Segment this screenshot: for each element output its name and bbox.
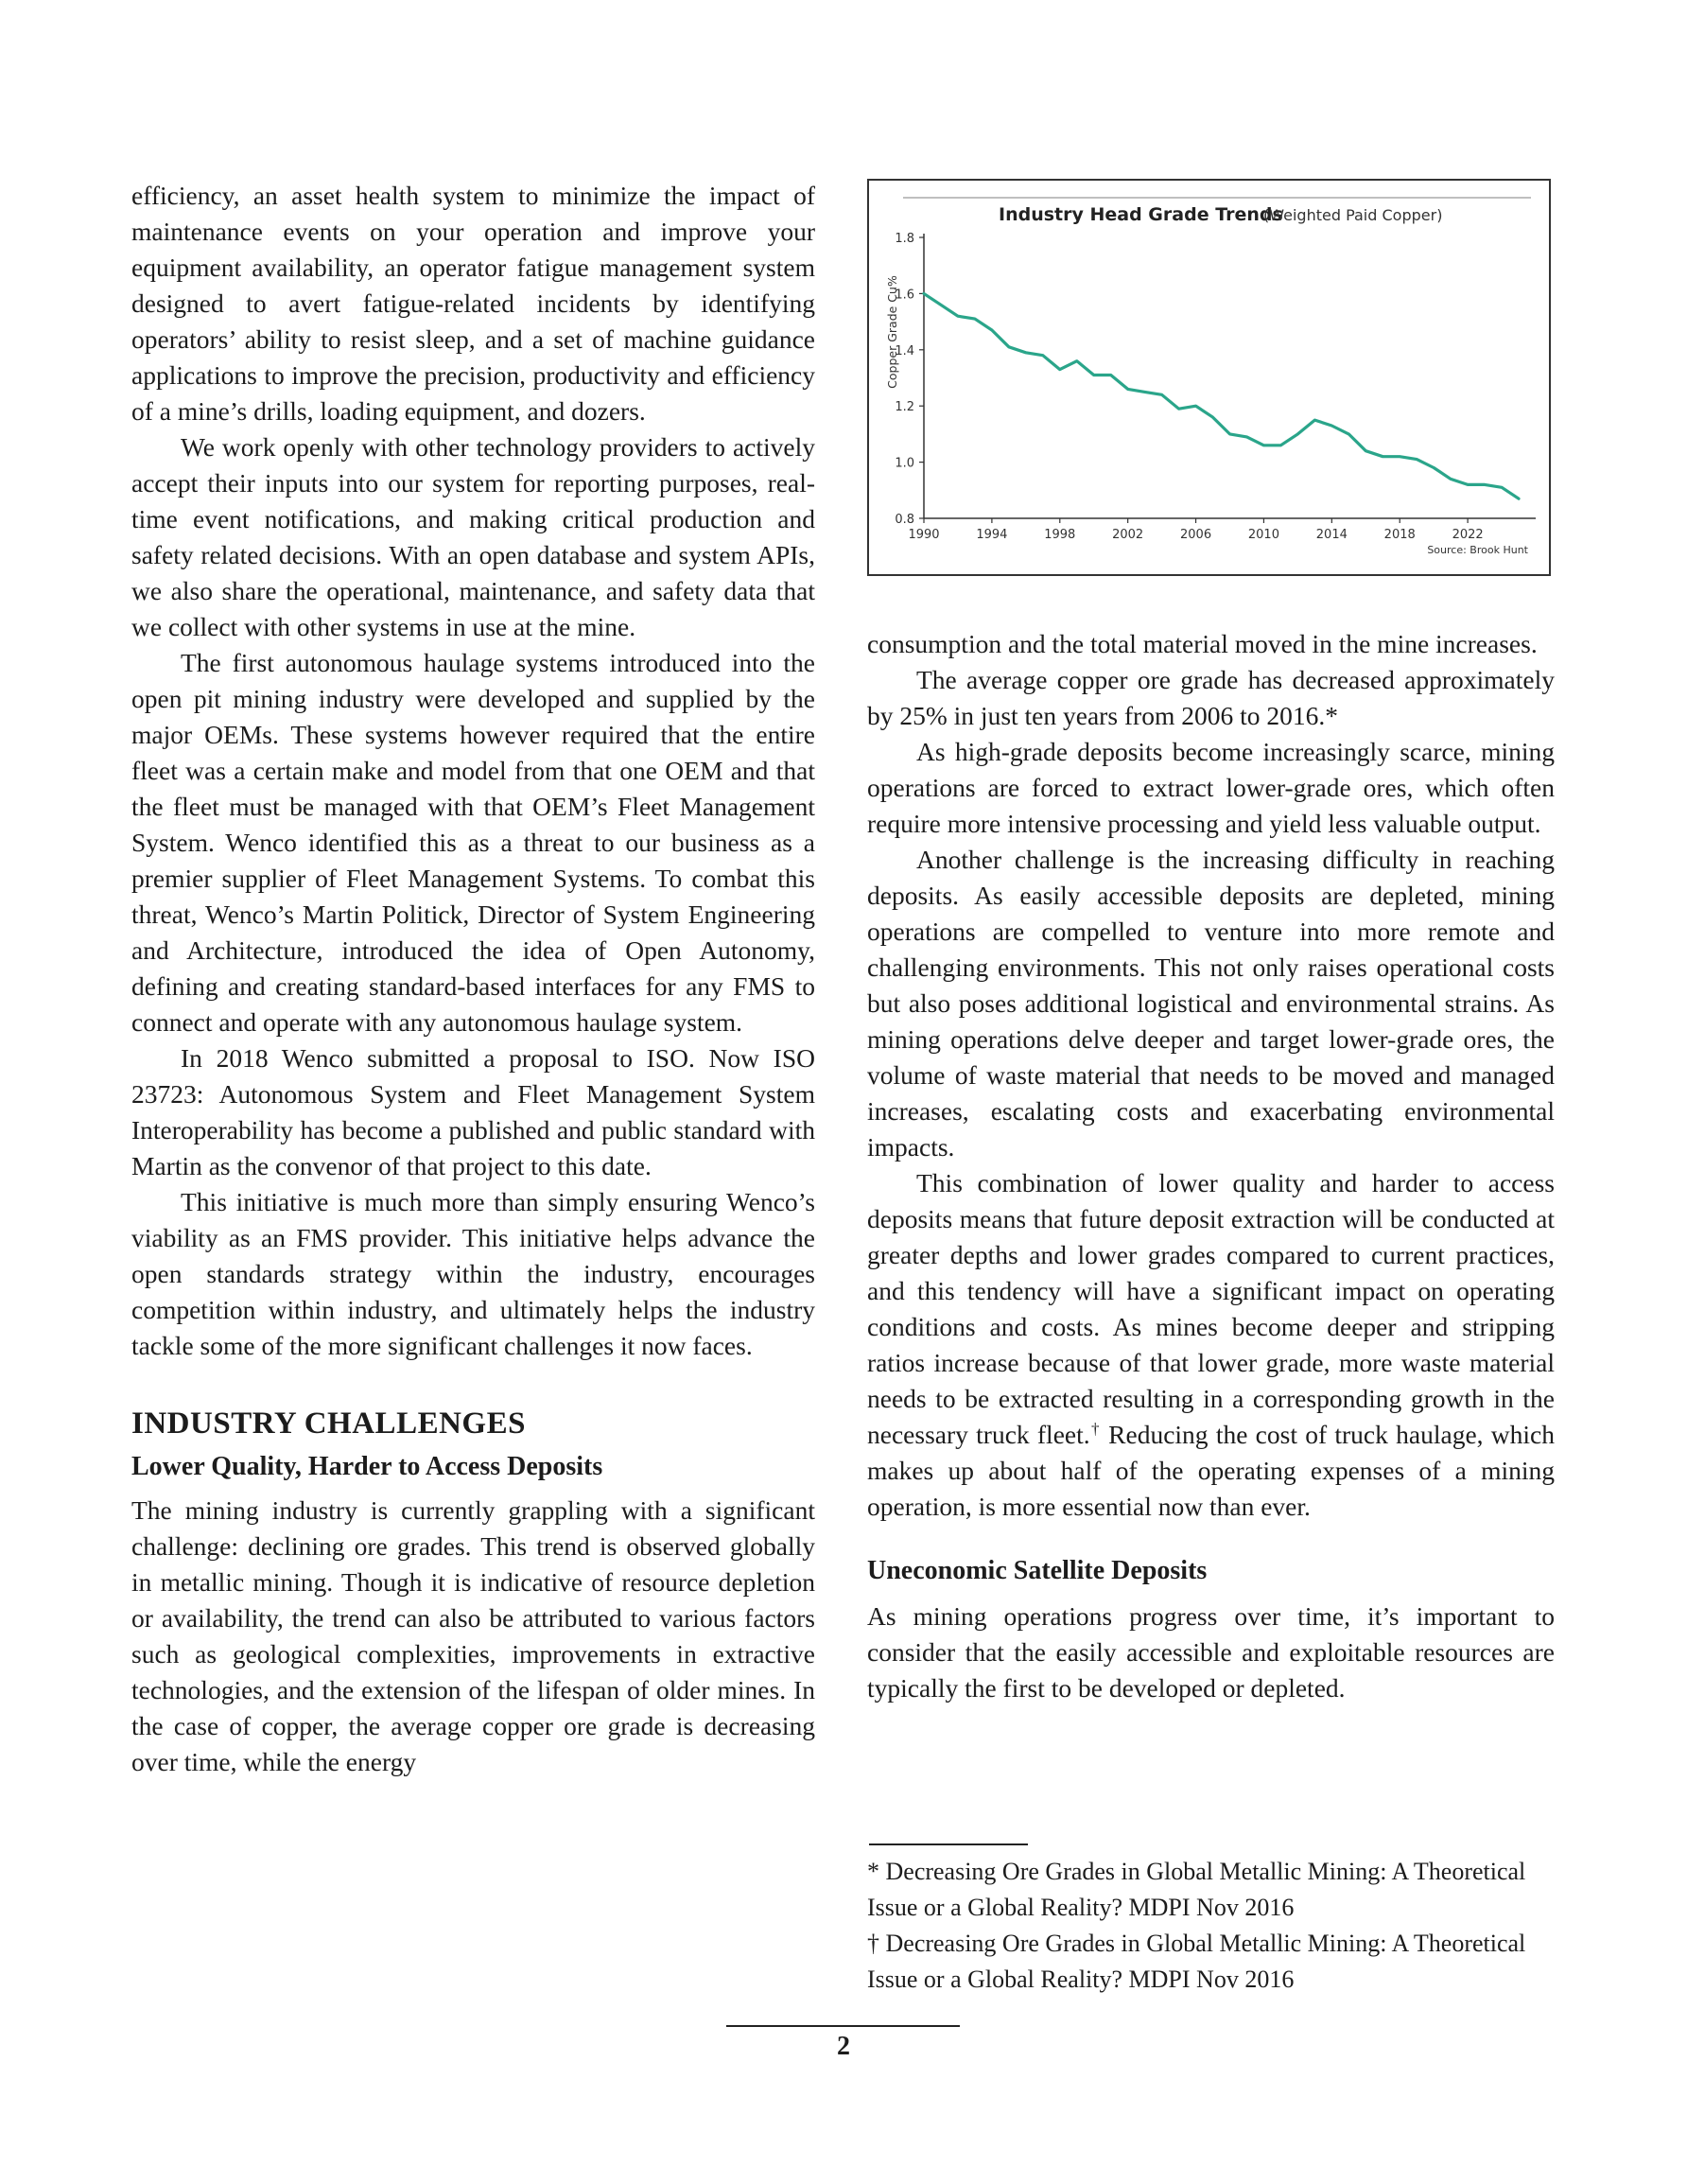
footnotes — [867, 1854, 1557, 1998]
section-heading: INDUSTRY CHALLENGES — [131, 1406, 526, 1441]
paragraph: As mining operations progress over time, it’s important to consider that the easily accessible and exploitable resources are typically the first to be developed or depleted. — [867, 1601, 1555, 1703]
x-tick-label: 2018 — [1383, 528, 1416, 542]
y-tick-label: 1.6 — [895, 288, 914, 303]
page-number-rule — [726, 2025, 960, 2027]
footnote: † Decreasing Ore Grades in Global Metallic Mining: A Theoretical Issue or a Global Reality? MDPI Nov 2016 — [867, 1930, 1526, 1993]
subheading: Uneconomic Satellite Deposits — [867, 1556, 1208, 1585]
x-tick-label: 1994 — [976, 528, 1008, 542]
x-tick-label: 2014 — [1315, 528, 1348, 542]
subheading: Lower Quality, Harder to Access Deposits — [131, 1452, 603, 1481]
x-tick-label: 1990 — [908, 528, 940, 542]
x-tick-label: 2002 — [1112, 528, 1144, 542]
paragraph: consumption and the total material moved in the mine increases. — [867, 629, 1538, 658]
right-column — [867, 626, 1555, 1706]
y-axis-label: Copper Grade Cu% — [885, 275, 899, 389]
paragraph: The first autonomous haulage systems introduced into the open pit mining industry were developed and supplied by the major OEMs. These systems however required that the entire fleet was a certain make and model from that one OEM and that the fleet must be managed with that OEM’s Fleet Management System. Wenco identified this as a threat to our business as a premier supplier of Fleet Management Systems. To combat this threat, Wenco’s Martin Politick, Director of System Engineering and Architecture, introduced the idea of Open Autonomy, defining and creating standard-based interfaces for any FMS to connect and operate with any autonomous haulage system. — [131, 648, 815, 1037]
paragraph: The mining industry is currently grappling with a significant challenge: declining ore grades. This trend is observed globally in metallic mining. Though it is indicative of resource depletion or availability, the trend can also be attributed to various factors such as geological complexities, improvements in extractive technologies, and the extension of the lifespan of older mines. In the case of copper, the average copper ore grade is decreasing over time, while the energy — [131, 1495, 815, 1776]
paragraph-text: Reducing the cost of truck haulage, which makes up about half of the operating expenses of a mining operation, is more essential now than ever. — [867, 1420, 1555, 1521]
paragraph: This initiative is much more than simply ensuring Wenco’s viability as an FMS provider. This initiative helps advance the open standards strategy within the industry, encourages competition within industry, and ultimately helps the industry tackle some of the more significant challenges it now faces. — [131, 1187, 815, 1360]
paragraph: We work openly with other technology providers to actively accept their inputs into our system for reporting purposes, real-time event notifications, and making critical production and safety related decisions. With an open database and system APIs, we also share the operational, maintenance, and safety data that we collect with other systems in use at the mine. — [131, 432, 815, 641]
footnote-marker: † — [1089, 1419, 1101, 1438]
x-tick-label: 2022 — [1452, 528, 1484, 542]
chart-svg — [869, 181, 1548, 573]
footnote: * Decreasing Ore Grades in Global Metallic Mining: A Theoretical Issue or a Global Reality? MDPI Nov 2016 — [867, 1858, 1526, 1921]
paragraph: In 2018 Wenco submitted a proposal to ISO. Now ISO 23723: Autonomous System and Fleet Management System Interoperability has become a published and public standard with Martin as the convenor of that project to this date. — [131, 1043, 815, 1180]
series-line — [924, 293, 1519, 498]
paragraph-text: This combination of lower quality and harder to access deposits means that future deposit extraction will be conducted at greater depths and lower grades compared to current practices, and this tendency will have a significant impact on operating conditions and costs. As mines become deeper and stripping ratios increase because of that lower grade, more waste material needs to be extracted resulting in a corresponding growth in the necessary truck fleet. — [867, 1168, 1555, 1449]
y-tick-label: 1.8 — [895, 232, 914, 246]
chart-subtitle: (Weighted Paid Copper) — [1263, 206, 1443, 224]
y-tick-label: 1.0 — [895, 456, 914, 471]
paragraph: The average copper ore grade has decreased approximately by 25% in just ten years from 2006 to 2016.* — [867, 665, 1555, 730]
x-tick-label: 2006 — [1180, 528, 1212, 542]
head-grade-chart — [867, 179, 1551, 576]
page-number: 2 — [837, 2032, 850, 2061]
chart-source: Source: Brook Hunt — [1427, 544, 1528, 556]
x-tick-label: 2010 — [1247, 528, 1279, 542]
paragraph — [867, 1165, 1555, 1525]
y-tick-label: 1.2 — [895, 400, 914, 415]
paragraph: As high-grade deposits become increasingly scarce, mining operations are forced to extract lower-grade ores, which often require more intensive processing and yield less valuable output. — [867, 737, 1555, 838]
paragraph: Another challenge is the increasing difficulty in reaching deposits. As easily accessible deposits are depleted, mining operations are compelled to venture into more remote and challenging environments. This not only raises operational costs but also poses additional logistical and environmental strains. As mining operations delve deeper and target lower-grade ores, the volume of waste material that needs to be moved and managed increases, escalating costs and exacerbating environmental impacts. — [867, 845, 1555, 1162]
y-tick-label: 1.4 — [895, 343, 914, 358]
left-column — [131, 178, 815, 1780]
footnote-rule — [869, 1843, 1028, 1845]
paragraph: efficiency, an asset health system to minimize the impact of maintenance events on your operation and improve your equipment availability, an operator fatigue management system designed to avert fatigue-related incidents by identifying operators’ ability to resist sleep, and a set of machine guidance applications to improve the precision, productivity and efficiency of a mine’s drills, loading equipment, and dozers. — [131, 181, 815, 426]
y-tick-label: 0.8 — [895, 513, 914, 527]
chart-ticks — [895, 232, 1483, 542]
chart-title: Industry Head Grade Trends — [999, 204, 1283, 225]
chart-series — [924, 293, 1519, 498]
x-tick-label: 1998 — [1044, 528, 1076, 542]
